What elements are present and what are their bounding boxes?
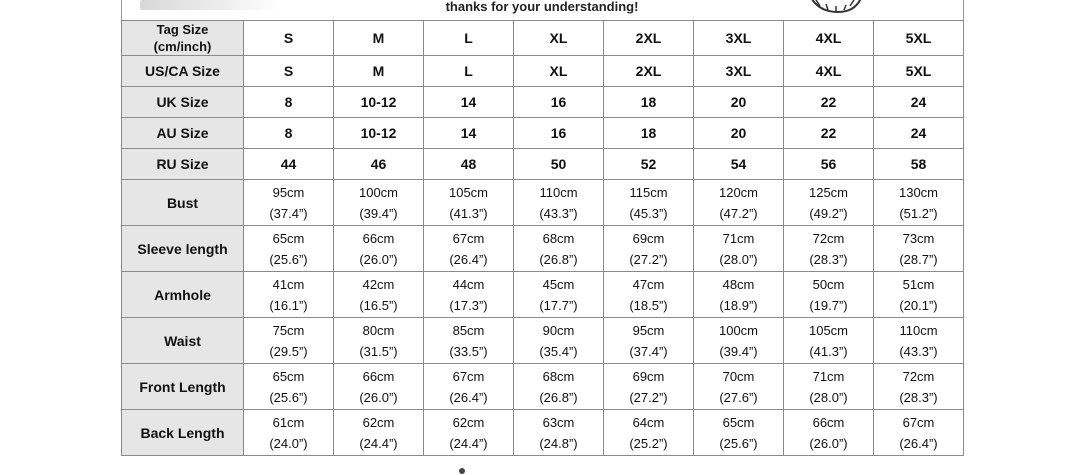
table-cell: 16	[514, 87, 604, 118]
table-cell: 14	[424, 118, 514, 149]
table-cell: 14	[424, 87, 514, 118]
table-cell: 10-12	[334, 87, 424, 118]
table-cell	[244, 272, 334, 318]
cm-value: 120cm	[718, 184, 759, 200]
table-cell: 56	[784, 149, 874, 180]
inch-value: (37.4”)	[629, 343, 668, 359]
table-cell	[424, 180, 514, 226]
table-cell	[694, 226, 784, 272]
row-header: Armhole	[122, 272, 244, 318]
table-cell	[514, 180, 604, 226]
table-cell: 18	[604, 118, 694, 149]
table-cell: 58	[874, 149, 964, 180]
inch-value: (24.4”)	[359, 435, 398, 451]
cm-value: 62cm	[362, 414, 395, 430]
table-cell: 16	[514, 118, 604, 149]
cm-value: 110cm	[539, 184, 578, 200]
table-row	[122, 56, 964, 87]
inch-value: (28.0”)	[809, 389, 848, 405]
inch-value: (26.0”)	[359, 389, 398, 405]
table-cell: 18	[604, 87, 694, 118]
table-cell: 2XL	[604, 21, 694, 56]
inch-value: (28.7”)	[899, 251, 938, 267]
inch-value: (19.7”)	[809, 297, 848, 313]
inch-value: (27.2”)	[629, 251, 668, 267]
row-header: Front Length	[122, 364, 244, 410]
inch-value: (16.5”)	[359, 297, 398, 313]
inch-value: (33.5”)	[449, 343, 488, 359]
cm-value: 62cm	[452, 414, 485, 430]
table-cell	[604, 410, 694, 456]
inch-value: (25.6”)	[269, 389, 308, 405]
inch-value: (49.2”)	[809, 205, 848, 221]
cm-value: 44cm	[452, 276, 485, 292]
table-cell	[514, 318, 604, 364]
table-cell	[784, 272, 874, 318]
cm-value: 115cm	[629, 184, 668, 200]
table-cell	[424, 226, 514, 272]
table-cell	[424, 364, 514, 410]
inch-value: (39.4”)	[359, 205, 398, 221]
row-header: Bust	[122, 180, 244, 226]
table-cell	[784, 180, 874, 226]
inch-value: (45.3”)	[629, 205, 668, 221]
cm-value: 95cm	[632, 322, 665, 338]
cm-value: 48cm	[722, 276, 755, 292]
cm-value: 51cm	[902, 276, 935, 292]
inch-value: (43.3”)	[539, 205, 578, 221]
inch-value: (26.4”)	[899, 435, 938, 451]
inch-value: (27.6”)	[719, 389, 758, 405]
table-row	[122, 410, 964, 456]
cm-value: 64cm	[632, 414, 665, 430]
table-cell: M	[334, 21, 424, 56]
table-cell: 48	[424, 149, 514, 180]
table-cell	[874, 364, 964, 410]
cm-value: 41cm	[272, 276, 305, 292]
cm-value: 105cm	[448, 184, 489, 200]
table-cell: 2XL	[604, 56, 694, 87]
table-cell: 46	[334, 149, 424, 180]
table-cell	[784, 318, 874, 364]
table-cell	[514, 226, 604, 272]
table-row	[122, 226, 964, 272]
table-row	[122, 318, 964, 364]
cm-value: 105cm	[808, 322, 849, 338]
cm-value: 65cm	[722, 414, 755, 430]
table-cell: 8	[244, 87, 334, 118]
table-cell	[244, 226, 334, 272]
table-row	[122, 149, 964, 180]
inch-value: (18.5”)	[629, 297, 668, 313]
table-row	[122, 180, 964, 226]
table-cell	[784, 226, 874, 272]
table-cell: 20	[694, 118, 784, 149]
cm-value: 110cm	[899, 322, 938, 338]
inch-value: (31.5”)	[359, 343, 398, 359]
inch-value: (29.5”)	[269, 343, 308, 359]
cm-value: 70cm	[722, 368, 755, 384]
cm-value: 65cm	[272, 230, 305, 246]
inch-value: (24.4”)	[449, 435, 488, 451]
bottom-dot	[459, 468, 465, 474]
inch-value: (26.8”)	[539, 251, 578, 267]
table-cell: 50	[514, 149, 604, 180]
row-header: Back Length	[122, 410, 244, 456]
table-cell	[244, 318, 334, 364]
size-chart-table	[121, 20, 964, 456]
table-cell: 4XL	[784, 56, 874, 87]
table-cell: 10-12	[334, 118, 424, 149]
inch-value: (25.2”)	[629, 435, 668, 451]
table-cell: 5XL	[874, 21, 964, 56]
cm-value: 100cm	[718, 322, 759, 338]
table-cell	[874, 410, 964, 456]
table-cell: 52	[604, 149, 694, 180]
notice-text: thanks for your understanding!	[445, 0, 639, 14]
table-cell	[514, 364, 604, 410]
table-cell	[244, 180, 334, 226]
table-cell	[514, 410, 604, 456]
table-cell: M	[334, 56, 424, 87]
table-cell: L	[424, 21, 514, 56]
cm-value: 130cm	[898, 184, 939, 200]
table-row	[122, 272, 964, 318]
inch-value: (26.8”)	[539, 389, 578, 405]
table-cell: 3XL	[694, 56, 784, 87]
cm-value: 66cm	[812, 414, 845, 430]
cm-value: 125cm	[808, 184, 849, 200]
cm-value: 90cm	[542, 322, 575, 338]
table-cell: L	[424, 56, 514, 87]
cm-value: 71cm	[812, 368, 845, 384]
cm-value: 67cm	[452, 230, 485, 246]
inch-value: (24.0”)	[269, 435, 308, 451]
table-cell: 54	[694, 149, 784, 180]
cm-value: 68cm	[542, 368, 575, 384]
inch-value: (17.7”)	[539, 297, 578, 313]
table-cell	[784, 410, 874, 456]
inch-value: (18.9”)	[719, 297, 758, 313]
inch-value: (16.1”)	[269, 297, 308, 313]
cm-value: 66cm	[362, 368, 395, 384]
table-row	[122, 87, 964, 118]
cm-value: 73cm	[902, 230, 935, 246]
table-cell: 20	[694, 87, 784, 118]
table-cell	[874, 180, 964, 226]
table-cell	[874, 272, 964, 318]
table-cell	[334, 272, 424, 318]
inch-value: (39.4”)	[719, 343, 758, 359]
row-header: AU Size	[122, 118, 244, 149]
inch-value: (43.3”)	[899, 343, 938, 359]
cm-value: 68cm	[542, 230, 575, 246]
table-cell	[334, 364, 424, 410]
table-cell: XL	[514, 21, 604, 56]
table-cell: 22	[784, 87, 874, 118]
cm-value: 80cm	[362, 322, 395, 338]
table-cell	[694, 180, 784, 226]
cm-value: 69cm	[632, 230, 665, 246]
inch-value: (37.4”)	[269, 205, 308, 221]
cm-value: 66cm	[362, 230, 395, 246]
row-header: Waist	[122, 318, 244, 364]
table-cell	[694, 318, 784, 364]
measuring-hand-icon	[800, 0, 870, 18]
inch-value: (26.0”)	[809, 435, 848, 451]
row-header: Tag Size (cm/inch)	[122, 21, 244, 56]
table-cell	[334, 410, 424, 456]
inch-value: (26.4”)	[449, 389, 488, 405]
table-row	[122, 364, 964, 410]
inch-value: (26.0”)	[359, 251, 398, 267]
table-cell	[784, 364, 874, 410]
table-cell: XL	[514, 56, 604, 87]
cm-value: 100cm	[358, 184, 399, 200]
row-header: US/CA Size	[122, 56, 244, 87]
row-header: RU Size	[122, 149, 244, 180]
cm-value: 72cm	[812, 230, 845, 246]
inch-value: (25.6”)	[269, 251, 308, 267]
inch-value: (17.3”)	[449, 297, 488, 313]
inch-value: (51.2”)	[899, 205, 938, 221]
cm-value: 47cm	[632, 276, 665, 292]
inch-value: (41.3”)	[809, 343, 848, 359]
cm-value: 63cm	[542, 414, 575, 430]
table-cell: S	[244, 56, 334, 87]
cm-value: 72cm	[902, 368, 935, 384]
table-cell: 22	[784, 118, 874, 149]
cm-value: 42cm	[362, 276, 395, 292]
table-cell	[244, 364, 334, 410]
inch-value: (26.4”)	[449, 251, 488, 267]
inch-value: (47.2”)	[719, 205, 758, 221]
cm-value: 67cm	[452, 368, 485, 384]
inch-value: (41.3”)	[449, 205, 488, 221]
table-cell	[334, 318, 424, 364]
table-cell: 3XL	[694, 21, 784, 56]
table-cell	[514, 272, 604, 318]
table-cell	[694, 364, 784, 410]
cm-value: 69cm	[632, 368, 665, 384]
inch-value: (27.2”)	[629, 389, 668, 405]
table-cell: 24	[874, 87, 964, 118]
inch-value: (24.8”)	[539, 435, 578, 451]
cm-value: 45cm	[542, 276, 575, 292]
top-notice-strip	[121, 0, 964, 20]
table-cell: 5XL	[874, 56, 964, 87]
cm-value: 95cm	[272, 184, 305, 200]
table-cell	[874, 318, 964, 364]
table-cell: 44	[244, 149, 334, 180]
table-cell	[694, 272, 784, 318]
table-cell	[244, 410, 334, 456]
table-cell	[874, 226, 964, 272]
table-cell	[604, 364, 694, 410]
cm-value: 61cm	[272, 414, 305, 430]
table-cell	[604, 226, 694, 272]
inch-value: (35.4”)	[539, 343, 578, 359]
cm-value: 71cm	[722, 230, 755, 246]
table-cell: 24	[874, 118, 964, 149]
table-row	[122, 118, 964, 149]
inch-value: (28.0”)	[719, 251, 758, 267]
inch-value: (20.1”)	[899, 297, 938, 313]
row-header: Sleeve length	[122, 226, 244, 272]
table-cell	[424, 272, 514, 318]
table-cell	[604, 180, 694, 226]
table-cell	[694, 410, 784, 456]
row-header: UK Size	[122, 87, 244, 118]
table-cell: S	[244, 21, 334, 56]
cm-value: 50cm	[812, 276, 845, 292]
table-cell	[424, 410, 514, 456]
inch-value: (28.3”)	[899, 389, 938, 405]
blurred-logo	[140, 0, 280, 10]
cm-value: 65cm	[272, 368, 305, 384]
inch-value: (25.6”)	[719, 435, 758, 451]
table-cell	[334, 226, 424, 272]
cm-value: 75cm	[272, 322, 305, 338]
cm-value: 85cm	[452, 322, 485, 338]
table-cell	[334, 180, 424, 226]
table-cell	[424, 318, 514, 364]
table-row	[122, 21, 964, 56]
table-cell: 4XL	[784, 21, 874, 56]
inch-value: (28.3”)	[809, 251, 848, 267]
cm-value: 67cm	[902, 414, 935, 430]
table-cell	[604, 272, 694, 318]
table-cell	[604, 318, 694, 364]
table-cell: 8	[244, 118, 334, 149]
